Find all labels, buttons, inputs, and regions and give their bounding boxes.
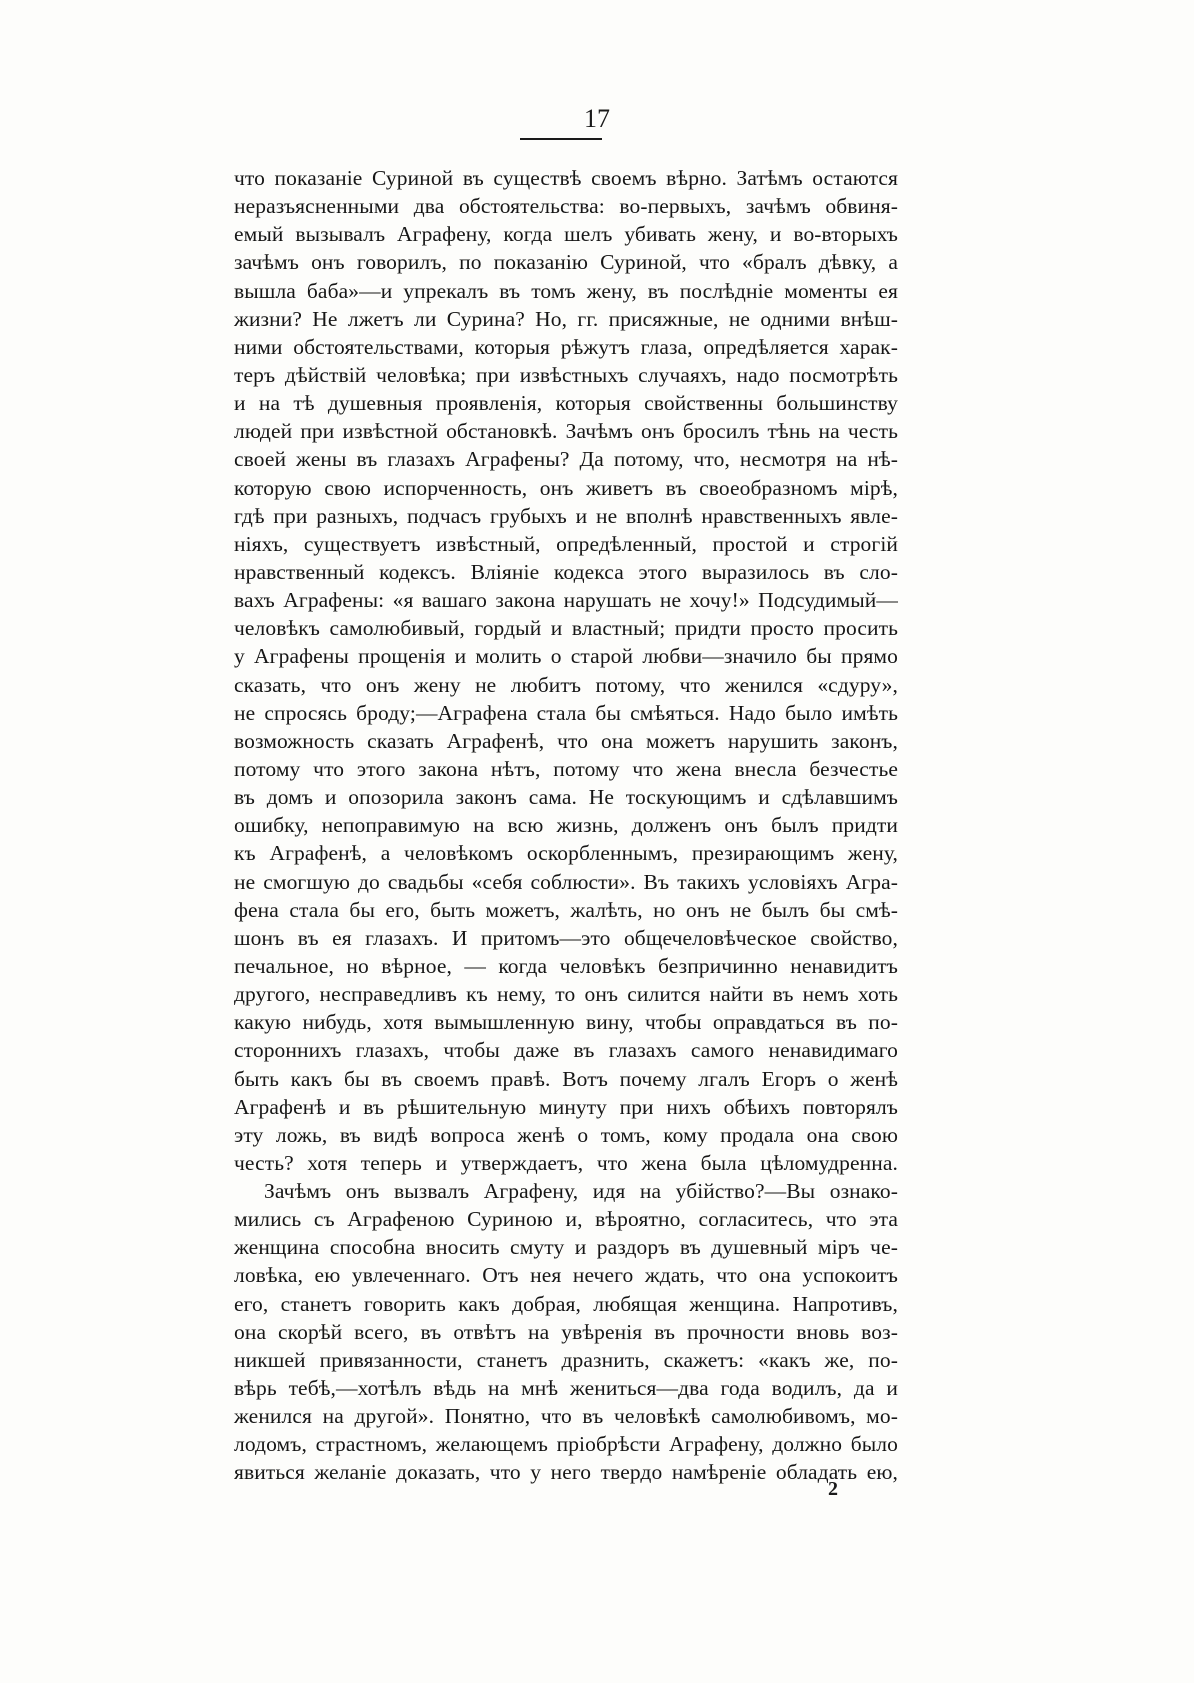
text-line: гдѣ при разныхъ, подчасъ грубыхъ и не вполнѣ нравственныхъ явле- bbox=[234, 503, 898, 528]
text-line: явиться желаніе доказать, что у него твердо намѣреніе обладать ею, bbox=[234, 1460, 898, 1485]
text-line: печальное, но вѣрное, — когда человѣкъ безпричинно ненавидитъ bbox=[234, 953, 898, 978]
text-line: сказать, что онъ жену не любитъ потому, что женился «сдуру», bbox=[234, 672, 898, 697]
page-number: 17 bbox=[584, 104, 610, 133]
text-line: фена стала бы его, быть можетъ, жалѣть, но онъ не былъ бы смѣ- bbox=[234, 897, 898, 922]
text-line: его, станетъ говорить какъ добрая, любящая женщина. Напротивъ, bbox=[234, 1291, 898, 1316]
text-line: что показаніе Суриной въ существѣ своемъ вѣрно. Затѣмъ остаются bbox=[234, 166, 898, 190]
text-line: честь? хотя теперь и утверждаетъ, что жена была цѣломудренна. bbox=[234, 1150, 898, 1175]
text-line: жизни? Не лжетъ ли Сурина? Но, гг. присяжные, не одними внѣш- bbox=[234, 306, 898, 331]
text-line: и на тѣ душевныя проявленія, которыя свойственны большинству bbox=[234, 391, 898, 416]
text-line: нравственный кодексъ. Вліяніе кодекса этого выразилось въ сло- bbox=[234, 559, 898, 584]
text-line: въ домъ и опозорила законъ сама. Не тоскующимъ и сдѣлавшимъ bbox=[234, 785, 898, 810]
text-line: людей при извѣстной обстановкѣ. Зачѣмъ онъ бросилъ тѣнь на честь bbox=[234, 419, 898, 444]
text-line: потому что этого закона нѣтъ, потому что жена внесла безчестье bbox=[234, 756, 898, 781]
text-line: возможность сказать Аграфенѣ, что она можетъ нарушить законъ, bbox=[234, 728, 898, 753]
text-line: своей жены въ глазахъ Аграфены? Да потому, что, несмотря на нѣ- bbox=[234, 447, 898, 472]
text-line: шонъ въ ея глазахъ. И притомъ—это общечеловѣческое свойство, bbox=[234, 925, 898, 950]
text-line: никшей привязанности, станетъ дразнить, скажетъ: «какъ же, по- bbox=[234, 1347, 898, 1372]
text-line: ніяхъ, существуетъ извѣстный, опредѣленный, простой и строгій bbox=[234, 531, 898, 556]
text-line: женился на другой». Понятно, что въ человѣкѣ самолюбивомъ, мо- bbox=[234, 1404, 898, 1429]
text-line: которую свою испорченность, онъ живетъ въ своеобразномъ мірѣ, bbox=[234, 475, 898, 500]
text-line: мились съ Аграфеною Суриною и, вѣроятно, согласитесь, что эта bbox=[234, 1207, 898, 1232]
text-line: вѣрь тебѣ,—хотѣлъ вѣдь на мнѣ жениться—два года водилъ, да и bbox=[234, 1376, 898, 1401]
text-line: лодомъ, страстномъ, желающемъ пріобрѣсти Аграфену, должно было bbox=[234, 1432, 898, 1457]
text-line: женщина способна вносить смуту и раздоръ въ душевный міръ че- bbox=[234, 1235, 898, 1260]
page-number-rule bbox=[520, 138, 602, 140]
text-line: другого, несправедливъ къ нему, то онъ силится найти въ немъ хоть bbox=[234, 982, 898, 1007]
text-line: къ Аграфенѣ, а человѣкомъ оскорбленнымъ, презирающимъ жену, bbox=[234, 841, 898, 866]
text-line: ошибку, непоправимую на всю жизнь, долженъ онъ былъ придти bbox=[234, 813, 898, 838]
text-line: ловѣка, ею увлеченнаго. Отъ нея нечего ждать, что она успокоитъ bbox=[234, 1263, 898, 1288]
text-line: ними обстоятельствами, которыя рѣжутъ глаза, опредѣляется харак- bbox=[234, 334, 898, 359]
text-line: какую нибудь, хотя вымышленную вину, чтобы оправдаться въ по- bbox=[234, 1010, 898, 1035]
text-line: стороннихъ глазахъ, чтобы даже въ глазахъ самого ненавидимаго bbox=[234, 1038, 898, 1063]
text-line: не смогшую до свадьбы «себя соблюсти». Въ такихъ условіяхъ Агра- bbox=[234, 869, 898, 894]
text-line: у Аграфены прощенія и молить о старой любви—значило бы прямо bbox=[234, 644, 898, 669]
text-line: емый вызывалъ Аграфену, когда шелъ убивать жену, и во-вторыхъ bbox=[234, 222, 898, 247]
text-line: зачѣмъ онъ говорилъ, по показанію Суриной, что «бралъ дѣвку, а bbox=[234, 250, 898, 275]
text-line: Аграфенѣ и въ рѣшительную минуту при нихъ обѣихъ повторялъ bbox=[234, 1094, 898, 1119]
text-line: не спросясь броду;—Аграфена стала бы смѣяться. Надо было имѣть bbox=[234, 700, 898, 725]
signature-mark: 2 bbox=[828, 1478, 838, 1500]
text-line: вахъ Аграфены: «я вашаго закона нарушать не хочу!» Подсудимый— bbox=[234, 588, 898, 613]
text-line: Зачѣмъ онъ вызвалъ Аграфену, идя на убійство?—Вы ознако- bbox=[264, 1179, 898, 1204]
text-line: она скорѣй всего, въ отвѣтъ на увѣренія въ прочности вновь воз- bbox=[234, 1319, 898, 1344]
text-line: быть какъ бы въ своемъ правѣ. Вотъ почему лгалъ Егоръ о женѣ bbox=[234, 1066, 898, 1091]
text-line: человѣкъ самолюбивый, гордый и властный; придти просто просить bbox=[234, 616, 898, 641]
text-line: вышла баба»—и упрекалъ въ томъ жену, въ послѣдніе моменты ея bbox=[234, 278, 898, 303]
body-text bbox=[234, 164, 898, 1487]
text-line: эту ложь, въ видѣ вопроса женѣ о томъ, кому продала она свою bbox=[234, 1122, 898, 1147]
text-line: неразъясненными два обстоятельства: во-первыхъ, зачѣмъ обвиня- bbox=[234, 194, 898, 219]
text-line: теръ дѣйствій человѣка; при извѣстныхъ случаяхъ, надо посмотрѣть bbox=[234, 362, 898, 387]
